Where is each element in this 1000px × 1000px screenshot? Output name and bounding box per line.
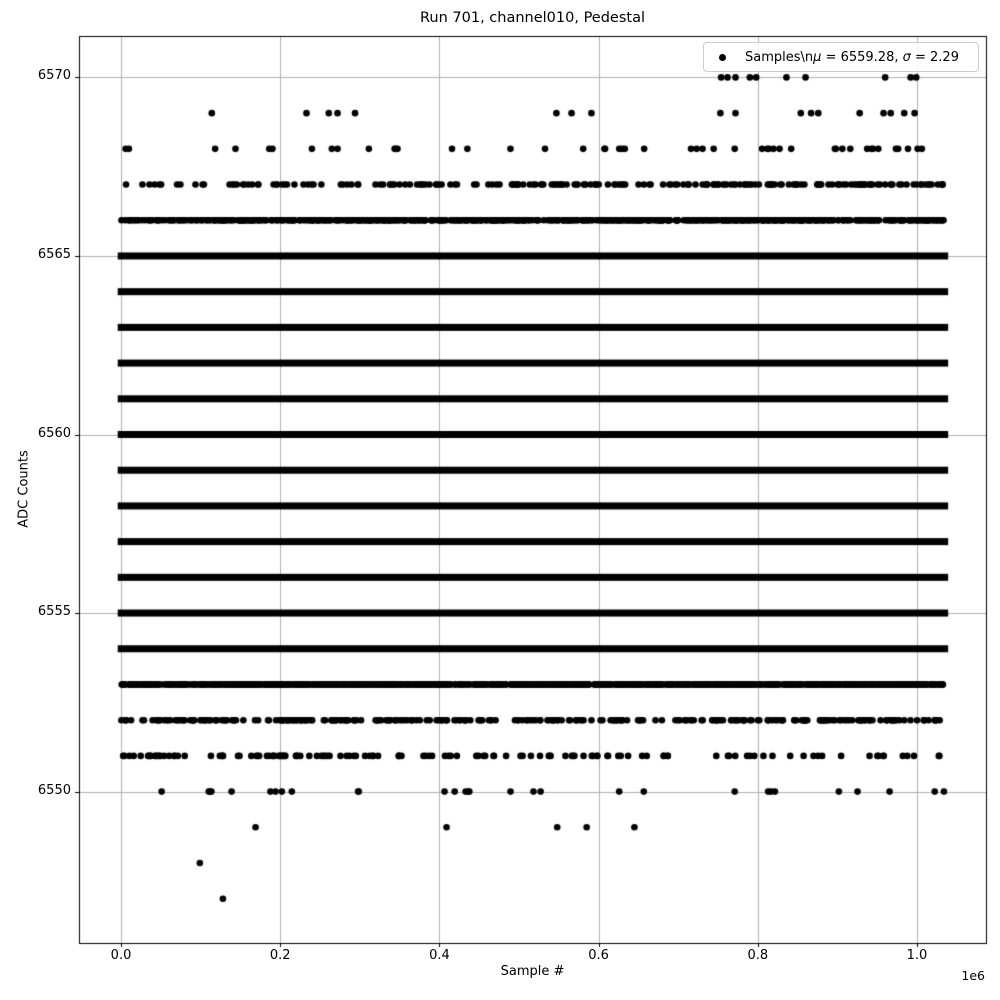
legend-label-part: Samples\n bbox=[745, 49, 814, 65]
y-axis-label: ADC Counts bbox=[16, 450, 32, 528]
legend-label-part: = 2.29 bbox=[910, 49, 959, 65]
y-tick-label: 6550 bbox=[37, 782, 71, 798]
legend-label-part: = 6559.28, bbox=[821, 49, 903, 65]
chart-title: Run 701, channel010, Pedestal bbox=[419, 10, 645, 26]
x-tick-label: 0.6 bbox=[588, 948, 609, 963]
y-tick-label: 6565 bbox=[37, 246, 71, 262]
legend bbox=[703, 42, 979, 72]
y-tick-label: 6560 bbox=[37, 425, 71, 441]
x-axis-offset-label: 1e6 bbox=[961, 968, 985, 983]
y-tick-label: 6570 bbox=[37, 68, 71, 84]
x-tick-label: 0.0 bbox=[110, 948, 132, 963]
x-tick-label: 0.8 bbox=[747, 948, 769, 963]
legend-dot-marker-icon bbox=[719, 54, 726, 61]
x-tick-label: 1.0 bbox=[906, 948, 928, 963]
x-tick-label: 0.4 bbox=[429, 948, 450, 963]
legend-label bbox=[745, 50, 959, 65]
legend-mu-symbol: μ bbox=[813, 49, 822, 65]
x-axis-label: Sample # bbox=[500, 964, 565, 979]
y-tick-label: 6555 bbox=[37, 604, 71, 620]
x-tick-label: 0.2 bbox=[269, 948, 291, 963]
legend-sigma-symbol: σ bbox=[902, 49, 911, 65]
